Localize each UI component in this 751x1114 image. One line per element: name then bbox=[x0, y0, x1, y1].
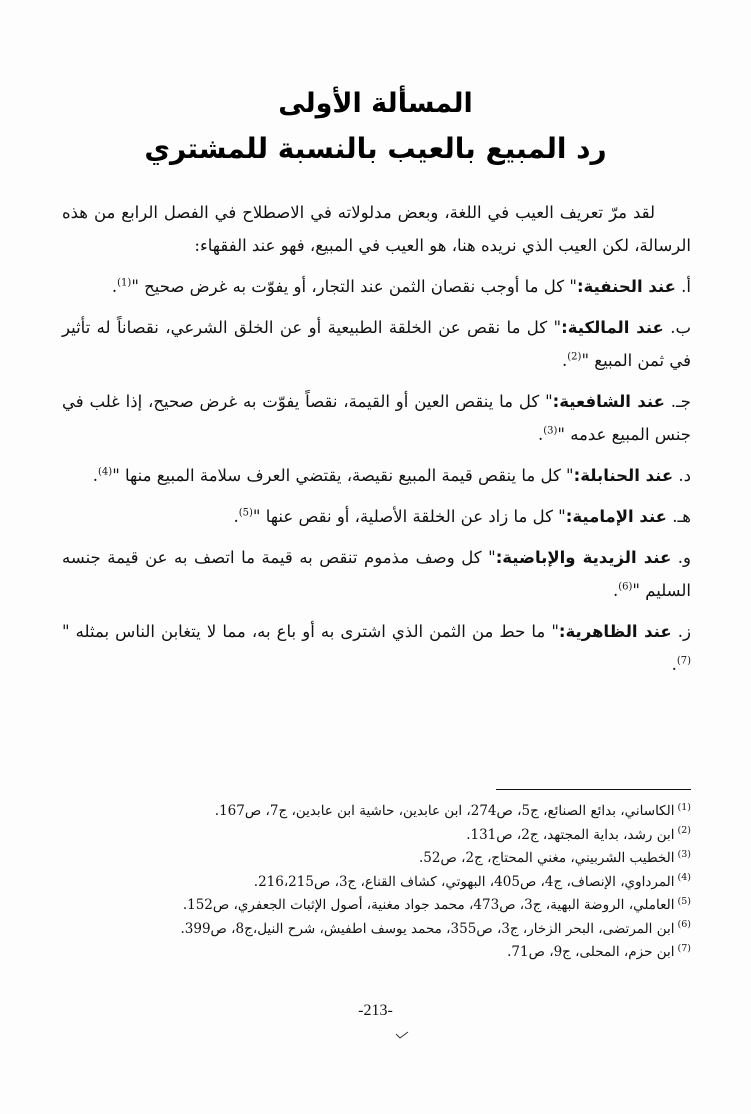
footnote-item bbox=[60, 800, 691, 824]
definition-letter: جـ. bbox=[664, 392, 691, 411]
school-label: عند الحنابلة: bbox=[573, 466, 674, 485]
definition-letter: و. bbox=[671, 548, 691, 567]
section-title: المسألة الأولى bbox=[278, 88, 473, 119]
footnote-item bbox=[60, 894, 691, 918]
definition-zahiri: ز. عند الظاهرية:" ما حط من الثمن الذي اشترى به أو باع به، مما لا يتغابن الناس بمثله "$^{(7)}$. bbox=[62, 622, 691, 674]
footnote-item bbox=[60, 918, 691, 942]
definition-text: " كل ما ينقص العين أو القيمة، نقصاً يفوّت به غرض صحيح، إذا غلب في جنس المبيع عدمه " bbox=[62, 392, 691, 444]
footnote-text: الكاساني، بدائع الصنائع، ج5، ص274، ابن عابدين، حاشية ابن عابدين، ج7، ص167. bbox=[214, 803, 675, 819]
footnote-text: الخطيب الشربيني، مغني المحتاج، ج2، ص52. bbox=[419, 850, 675, 866]
definition-shafii: جـ. عند الشافعية:" كل ما ينقص العين أو القيمة، نقصاً يفوّت به غرض صحيح، إذا غلب في جنس المبيع عدمه "$^{(3)}$. bbox=[62, 392, 691, 444]
definition-letter: ب. bbox=[663, 318, 691, 337]
footnote-item bbox=[60, 847, 691, 871]
school-label: عند الظاهرية: bbox=[558, 622, 672, 641]
school-label: عند الزيدية والإباضية: bbox=[495, 548, 672, 567]
definition-text: " كل ما زاد عن الخلقة الأصلية، أو نقص عنها " bbox=[252, 507, 566, 526]
intro-paragraph: لقد مرّ تعريف العيب في اللغة، وبعض مدلولاته في الاصطلاح في الفصل الرابع من هذه الرسالة، لكن العيب الذي نريده هنا، هو العيب في المبيع، فهو عند الفقهاء: bbox=[62, 203, 691, 255]
footnote-text: المرداوي، الإنصاف، ج4، ص405، البهوتي، كشاف القناع، ج3، ص216،215. bbox=[253, 873, 675, 890]
definition-maliki: ب. عند المالكية:" كل ما نقص عن الخلقة الطبيعية أو عن الخلق الشرعي، نقصاناً له تأثير في ثمن المبيع "$^{(2)}$. bbox=[62, 318, 691, 370]
school-label: عند المالكية: bbox=[561, 318, 664, 337]
chapter-heading bbox=[0, 88, 751, 166]
definition-letter: أ. bbox=[675, 277, 691, 296]
footnote-mark: (7) bbox=[677, 942, 691, 954]
footnote-mark: (5) bbox=[677, 895, 691, 907]
definition-text: " كل ما نقص عن الخلقة الطبيعية أو عن الخلق الشرعي، نقصاناً له تأثير في ثمن المبيع " bbox=[62, 318, 691, 370]
school-label: عند الحنفية: bbox=[576, 277, 676, 296]
school-label: عند الشافعية: bbox=[552, 392, 665, 411]
footnote-text: العاملي، الروضة البهية، ج3، ص473، محمد جواد مغنية، أصول الإثبات الجعفري، ص152. bbox=[182, 897, 675, 913]
footnote-ref[interactable]: (1) bbox=[117, 277, 132, 289]
footnote-ref[interactable]: (6) bbox=[618, 581, 633, 593]
footnotes-list bbox=[60, 800, 691, 965]
definition-letter: د. bbox=[673, 466, 691, 485]
footnote-mark: (4) bbox=[677, 872, 691, 883]
footnote-ref[interactable]: (7) bbox=[676, 655, 691, 667]
footnote-item bbox=[60, 871, 691, 895]
definition-text: " كل ما ينقص قيمة المبيع نقيصة، يقتضي العرف سلامة المبيع منها " bbox=[112, 466, 574, 485]
pen-tick-mark bbox=[395, 1030, 409, 1040]
definition-zaydi-ibadi: و. عند الزيدية والإباضية:" كل وصف مذموم تنقص به قيمة ما اتصف به عن قيمة جنسه السليم "$^{(6)}$. bbox=[62, 548, 691, 600]
school-label: عند الإمامية: bbox=[565, 507, 667, 526]
footnote-item bbox=[60, 824, 691, 848]
footnote-text: ابن رشد، بداية المجتهد، ج2، ص131. bbox=[466, 826, 675, 843]
definition-letter: هـ. bbox=[666, 507, 691, 526]
definition-text: " كل وصف مذموم تنقص به قيمة ما اتصف به عن قيمة جنسه السليم " bbox=[62, 548, 691, 600]
footnote-item bbox=[60, 941, 691, 965]
footnote-mark: (3) bbox=[677, 848, 691, 860]
definition-text: " ما حط من الثمن الذي اشترى به أو باع به، مما لا يتغابن الناس بمثله " bbox=[62, 622, 559, 641]
footnote-text: ابن حزم، المحلى، ج9، ص71. bbox=[507, 944, 675, 960]
footnote-ref[interactable]: (4) bbox=[98, 466, 113, 478]
footnote-ref[interactable]: (2) bbox=[567, 351, 582, 363]
main-text bbox=[62, 196, 691, 689]
section-subtitle: رد المبيع بالعيب بالنسبة للمشتري bbox=[144, 132, 607, 166]
footnote-mark: (1) bbox=[677, 801, 691, 813]
footnote-ref[interactable]: (5) bbox=[238, 507, 253, 519]
footnote-mark: (2) bbox=[677, 825, 691, 836]
definition-imami: هـ. عند الإمامية:" كل ما زاد عن الخلقة الأصلية، أو نقص عنها "$^{(5)}$. bbox=[233, 507, 691, 526]
footnote-mark: (6) bbox=[677, 919, 691, 930]
page-number: -213- bbox=[358, 1002, 393, 1019]
footnote-separator bbox=[496, 789, 691, 790]
definition-text: " كل ما أوجب نقصان الثمن عند التجار، أو يفوّت به غرض صحيح " bbox=[131, 277, 577, 296]
definition-hanbali: د. عند الحنابلة:" كل ما ينقص قيمة المبيع نقيصة، يقتضي العرف سلامة المبيع منها "$^{(4)}$. bbox=[92, 466, 691, 485]
definition-letter: ز. bbox=[671, 622, 691, 641]
definition-hanafi: أ. عند الحنفية:" كل ما أوجب نقصان الثمن عند التجار، أو يفوّت به غرض صحيح "$^{(1)}$. bbox=[111, 277, 691, 296]
footnote-ref[interactable]: (3) bbox=[543, 425, 558, 437]
footnote-text: ابن المرتضى، البحر الزخار، ج3، ص355، محمد يوسف اطفيش، شرح النيل،ج8، ص399. bbox=[180, 920, 675, 937]
